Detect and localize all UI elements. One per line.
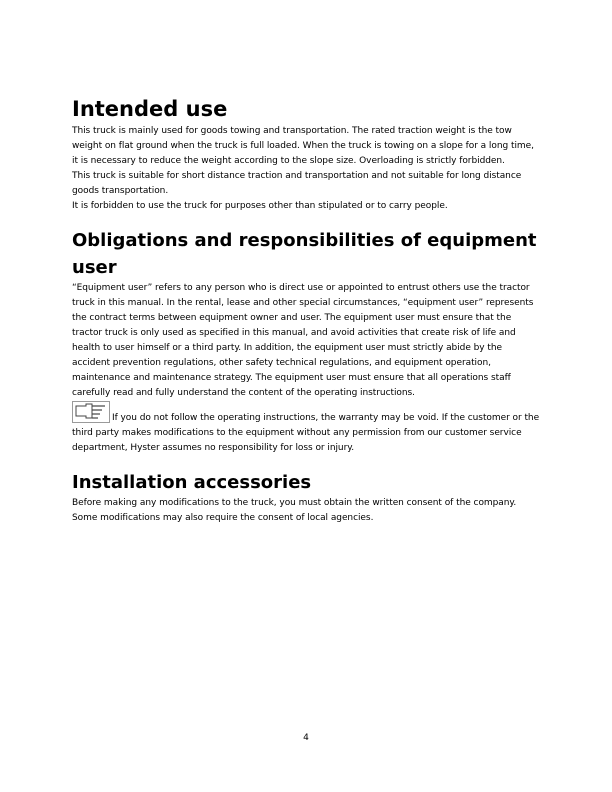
paragraph-obligations-1: “Equipment user” refers to any person who is direct use or appointed to entrust others use the tractor truck in this manual. In the rental, lease and other special circumstances, “equipment user” represents the contract terms between equipment owner and user. The equipment user must ensure that the tractor truck is only used as specified in this manual, and avoid activities that create risk of life and health to user himself or a third party. In addition, the equipment user must strictly abide by the accident prevention regulations, other safety technical regulations, and equipment operation, maintenance and maintenance strategy. The equipment user must ensure that all operations staff carefully read and fully understand the content of the operating instructions. xyxy=(72,283,534,398)
section-installation-accessories xyxy=(72,469,542,526)
section-heading-intended-use: Intended use xyxy=(72,97,228,121)
pointing-hand-note-icon xyxy=(72,401,110,423)
paragraph-intended-use-3: It is forbidden to use the truck for purposes other than stipulated or to carry people. xyxy=(72,201,448,211)
paragraph-installation-1: Before making any modifications to the truck, you must obtain the written consent of the company. Some modifications may also require the consent of local agencies. xyxy=(72,498,517,523)
section-heading-installation-accessories: Installation accessories xyxy=(72,472,312,493)
section-intended-use xyxy=(72,94,542,214)
page-content xyxy=(72,94,542,526)
note-paragraph xyxy=(72,401,542,456)
page-number: 4 xyxy=(303,733,309,743)
section-heading-obligations: Obligations and responsibilities of equipment user xyxy=(72,230,537,278)
paragraph-intended-use-2: This truck is suitable for short distance traction and transportation and not suitable for long distance goods transportation. xyxy=(72,171,522,196)
note-text: If you do not follow the operating instructions, the warranty may be void. If the customer or the third party makes modifications to the equipment without any permission from our customer service department, Hyster assumes no responsibility for loss or injury. xyxy=(72,413,540,453)
paragraph-intended-use-1: This truck is mainly used for goods towing and transportation. The rated traction weight is the tow weight on flat ground when the truck is full loaded. When the truck is towing on a slope for a long time, it is necessary to reduce the weight according to the slope size. Overloading is strictly forbidden. xyxy=(72,126,534,166)
section-obligations xyxy=(72,227,542,456)
